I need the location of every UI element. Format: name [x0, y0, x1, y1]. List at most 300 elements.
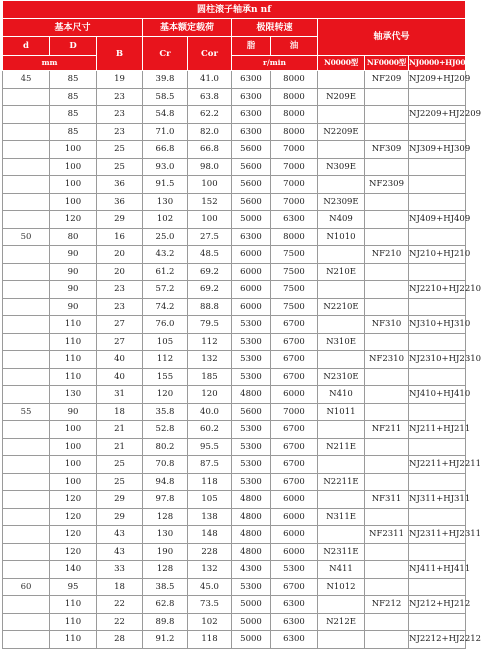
header-col-n-type: N0000型 — [318, 56, 365, 71]
table-row — [3, 88, 466, 106]
cell-col-B: 40 — [97, 368, 143, 386]
cell-col-B: 18 — [97, 578, 143, 596]
cell-col-Cr: 130 — [143, 193, 188, 211]
cell-col-B: 19 — [97, 71, 143, 89]
header-col-Cor: Cor — [188, 37, 232, 71]
cell-col-d — [3, 456, 50, 474]
cell-col-grease: 4800 — [232, 491, 271, 509]
cell-col-Cr: 130 — [143, 526, 188, 544]
cell-col-grease: 6300 — [232, 106, 271, 124]
cell-col-nf-code — [365, 298, 409, 316]
cell-col-D: 100 — [50, 473, 97, 491]
cell-col-Cr: 93.0 — [143, 158, 188, 176]
cell-col-n-code — [318, 631, 365, 649]
cell-col-D: 110 — [50, 351, 97, 369]
cell-col-D: 110 — [50, 333, 97, 351]
cell-col-Cr: 61.2 — [143, 263, 188, 281]
cell-col-grease: 6300 — [232, 88, 271, 106]
cell-col-B: 20 — [97, 246, 143, 264]
cell-col-n-code: N1010 — [318, 228, 365, 246]
cell-col-d: 45 — [3, 71, 50, 89]
table-row — [3, 281, 466, 299]
cell-col-nf-code — [365, 578, 409, 596]
cell-col-nj-hj-code — [409, 333, 466, 351]
cell-col-oil: 6300 — [271, 211, 318, 229]
cell-col-nj-hj-code — [409, 298, 466, 316]
cell-col-D: 100 — [50, 141, 97, 159]
cell-col-Cor: 60.2 — [188, 421, 232, 439]
cell-col-nf-code — [365, 403, 409, 421]
cell-col-nf-code — [365, 333, 409, 351]
cell-col-B: 21 — [97, 421, 143, 439]
cell-col-n-code: N2311E — [318, 543, 365, 561]
cell-col-B: 27 — [97, 316, 143, 334]
cell-col-grease: 6300 — [232, 71, 271, 89]
cell-col-n-code: N411 — [318, 561, 365, 579]
cell-col-n-code — [318, 106, 365, 124]
cell-col-oil: 6700 — [271, 438, 318, 456]
cell-col-nf-code: NF209 — [365, 71, 409, 89]
cell-col-oil: 6000 — [271, 543, 318, 561]
cell-col-nj-hj-code — [409, 176, 466, 194]
cell-col-grease: 5600 — [232, 403, 271, 421]
table-row — [3, 631, 466, 649]
cell-col-D: 90 — [50, 281, 97, 299]
cell-col-nf-code — [365, 561, 409, 579]
cell-col-n-code: N2209E — [318, 123, 365, 141]
cell-col-grease: 5000 — [232, 211, 271, 229]
header-col-B: B — [97, 37, 143, 71]
cell-col-nj-hj-code — [409, 578, 466, 596]
cell-col-Cor: 228 — [188, 543, 232, 561]
table-row — [3, 123, 466, 141]
cell-col-n-code: N2310E — [318, 368, 365, 386]
cell-col-Cr: 38.5 — [143, 578, 188, 596]
table-row — [3, 351, 466, 369]
cell-col-nf-code — [365, 88, 409, 106]
table-row — [3, 526, 466, 544]
header-col-grease: 脂 — [232, 37, 271, 56]
cell-col-Cor: 87.5 — [188, 456, 232, 474]
cell-col-nf-code: NF309 — [365, 141, 409, 159]
cell-col-grease: 5600 — [232, 176, 271, 194]
cell-col-oil: 7500 — [271, 298, 318, 316]
cell-col-nj-hj-code — [409, 123, 466, 141]
cell-col-nj-hj-code — [409, 613, 466, 631]
cell-col-d: 50 — [3, 228, 50, 246]
cell-col-n-code — [318, 246, 365, 264]
cell-col-grease: 5000 — [232, 613, 271, 631]
cell-col-grease: 6000 — [232, 298, 271, 316]
cell-col-oil: 7000 — [271, 158, 318, 176]
cell-col-nf-code — [365, 631, 409, 649]
cell-col-oil: 7500 — [271, 263, 318, 281]
cell-col-Cr: 91.2 — [143, 631, 188, 649]
cell-col-n-code: N210E — [318, 263, 365, 281]
cell-col-oil: 7000 — [271, 176, 318, 194]
cell-col-Cor: 88.8 — [188, 298, 232, 316]
bearing-table-container — [2, 0, 483, 649]
cell-col-grease: 6000 — [232, 246, 271, 264]
cell-col-B: 25 — [97, 456, 143, 474]
table-row — [3, 456, 466, 474]
cell-col-oil: 7000 — [271, 141, 318, 159]
cell-col-nf-code: NF2309 — [365, 176, 409, 194]
cell-col-Cr: 39.8 — [143, 71, 188, 89]
cell-col-B: 36 — [97, 193, 143, 211]
cell-col-nf-code — [365, 123, 409, 141]
table-row — [3, 543, 466, 561]
cell-col-n-code — [318, 141, 365, 159]
cell-col-n-code: N212E — [318, 613, 365, 631]
bearing-spec-table — [2, 0, 483, 649]
cell-col-oil: 6300 — [271, 631, 318, 649]
cell-col-D: 100 — [50, 438, 97, 456]
cell-col-grease: 5300 — [232, 316, 271, 334]
cell-col-oil: 8000 — [271, 228, 318, 246]
cell-col-nf-code: NF2311 — [365, 526, 409, 544]
cell-col-grease: 4800 — [232, 508, 271, 526]
cell-col-Cr: 70.8 — [143, 456, 188, 474]
table-row — [3, 211, 466, 229]
cell-col-B: 36 — [97, 176, 143, 194]
cell-col-n-code — [318, 281, 365, 299]
cell-col-oil: 8000 — [271, 88, 318, 106]
header-group-load-rating: 基本额定载荷 — [143, 19, 232, 37]
header-group-bearing-code: 轴承代号 — [318, 19, 466, 56]
cell-col-Cor: 100 — [188, 211, 232, 229]
cell-col-grease: 5600 — [232, 193, 271, 211]
cell-col-oil: 6700 — [271, 456, 318, 474]
table-row — [3, 596, 466, 614]
table-row — [3, 508, 466, 526]
cell-col-nj-hj-code — [409, 228, 466, 246]
cell-col-d — [3, 473, 50, 491]
cell-col-grease: 6000 — [232, 281, 271, 299]
cell-col-D: 100 — [50, 158, 97, 176]
cell-col-D: 100 — [50, 421, 97, 439]
cell-col-nj-hj-code: NJ2209+HJ2209 — [409, 106, 466, 124]
table-row — [3, 333, 466, 351]
cell-col-Cr: 105 — [143, 333, 188, 351]
cell-col-Cor: 79.5 — [188, 316, 232, 334]
cell-col-Cor: 41.0 — [188, 71, 232, 89]
cell-col-Cor: 132 — [188, 351, 232, 369]
cell-col-B: 20 — [97, 263, 143, 281]
cell-col-B: 23 — [97, 123, 143, 141]
cell-col-d — [3, 631, 50, 649]
cell-col-n-code: N1011 — [318, 403, 365, 421]
cell-col-n-code: N2210E — [318, 298, 365, 316]
cell-col-Cr: 80.2 — [143, 438, 188, 456]
cell-col-nj-hj-code — [409, 403, 466, 421]
cell-col-nf-code — [365, 613, 409, 631]
cell-col-Cor: 66.8 — [188, 141, 232, 159]
cell-col-d — [3, 613, 50, 631]
cell-col-D: 90 — [50, 246, 97, 264]
cell-col-oil: 6300 — [271, 613, 318, 631]
cell-col-D: 120 — [50, 526, 97, 544]
cell-col-Cr: 43.2 — [143, 246, 188, 264]
cell-col-D: 90 — [50, 298, 97, 316]
cell-col-B: 25 — [97, 141, 143, 159]
cell-col-oil: 5300 — [271, 561, 318, 579]
cell-col-d — [3, 176, 50, 194]
header-unit-rpm: r/min — [232, 56, 318, 71]
cell-col-Cr: 102 — [143, 211, 188, 229]
cell-col-oil: 6700 — [271, 316, 318, 334]
cell-col-nj-hj-code — [409, 263, 466, 281]
cell-col-Cr: 89.8 — [143, 613, 188, 631]
cell-col-Cor: 95.5 — [188, 438, 232, 456]
cell-col-d: 60 — [3, 578, 50, 596]
cell-col-d — [3, 386, 50, 404]
cell-col-nf-code — [365, 386, 409, 404]
cell-col-Cor: 45.0 — [188, 578, 232, 596]
cell-col-nf-code — [365, 508, 409, 526]
cell-col-B: 33 — [97, 561, 143, 579]
cell-col-nj-hj-code: NJ209+HJ209 — [409, 71, 466, 89]
cell-col-Cr: 71.0 — [143, 123, 188, 141]
cell-col-d — [3, 298, 50, 316]
cell-col-grease: 5000 — [232, 596, 271, 614]
cell-col-nf-code — [365, 193, 409, 211]
cell-col-oil: 6700 — [271, 473, 318, 491]
cell-col-d — [3, 211, 50, 229]
cell-col-Cor: 118 — [188, 631, 232, 649]
cell-col-nf-code — [365, 368, 409, 386]
cell-col-Cr: 120 — [143, 386, 188, 404]
cell-col-nf-code — [365, 456, 409, 474]
cell-col-D: 120 — [50, 508, 97, 526]
cell-col-grease: 6300 — [232, 123, 271, 141]
cell-col-B: 22 — [97, 613, 143, 631]
cell-col-B: 23 — [97, 88, 143, 106]
cell-col-D: 100 — [50, 456, 97, 474]
cell-col-n-code: N209E — [318, 88, 365, 106]
cell-col-d — [3, 158, 50, 176]
cell-col-grease: 6300 — [232, 228, 271, 246]
cell-col-D: 120 — [50, 211, 97, 229]
cell-col-B: 27 — [97, 333, 143, 351]
cell-col-nj-hj-code: NJ411+HJ411 — [409, 561, 466, 579]
cell-col-d — [3, 106, 50, 124]
cell-col-Cor: 105 — [188, 491, 232, 509]
cell-col-Cr: 76.0 — [143, 316, 188, 334]
cell-col-grease: 5300 — [232, 421, 271, 439]
cell-col-Cr: 97.8 — [143, 491, 188, 509]
cell-col-oil: 7000 — [271, 403, 318, 421]
cell-col-n-code: N309E — [318, 158, 365, 176]
cell-col-Cr: 52.8 — [143, 421, 188, 439]
cell-col-Cor: 27.5 — [188, 228, 232, 246]
cell-col-B: 40 — [97, 351, 143, 369]
cell-col-grease: 5300 — [232, 578, 271, 596]
cell-col-Cr: 74.2 — [143, 298, 188, 316]
cell-col-n-code — [318, 316, 365, 334]
cell-col-Cr: 66.8 — [143, 141, 188, 159]
cell-col-Cor: 138 — [188, 508, 232, 526]
cell-col-B: 43 — [97, 543, 143, 561]
cell-col-D: 85 — [50, 123, 97, 141]
table-row — [3, 141, 466, 159]
header-col-nf-type: NF0000型 — [365, 56, 409, 71]
cell-col-nj-hj-code: NJ211+HJ211 — [409, 421, 466, 439]
table-row — [3, 386, 466, 404]
cell-col-n-code: N410 — [318, 386, 365, 404]
cell-col-nj-hj-code: NJ2212+HJ2212 — [409, 631, 466, 649]
cell-col-D: 85 — [50, 106, 97, 124]
cell-col-d — [3, 526, 50, 544]
cell-col-Cr: 190 — [143, 543, 188, 561]
cell-col-nf-code — [365, 281, 409, 299]
cell-col-Cor: 120 — [188, 386, 232, 404]
cell-col-B: 23 — [97, 106, 143, 124]
cell-col-nj-hj-code — [409, 438, 466, 456]
cell-col-n-code — [318, 351, 365, 369]
cell-col-nj-hj-code: NJ210+HJ210 — [409, 246, 466, 264]
cell-col-D: 120 — [50, 491, 97, 509]
cell-col-Cr: 128 — [143, 561, 188, 579]
cell-col-n-code: N311E — [318, 508, 365, 526]
table-row — [3, 298, 466, 316]
cell-col-d — [3, 123, 50, 141]
cell-col-d — [3, 281, 50, 299]
table-row — [3, 316, 466, 334]
cell-col-n-code — [318, 491, 365, 509]
cell-col-D: 90 — [50, 263, 97, 281]
cell-col-Cor: 48.5 — [188, 246, 232, 264]
cell-col-oil: 7000 — [271, 193, 318, 211]
cell-col-D: 110 — [50, 368, 97, 386]
cell-col-oil: 6700 — [271, 351, 318, 369]
cell-col-nf-code: NF212 — [365, 596, 409, 614]
cell-col-grease: 5300 — [232, 368, 271, 386]
cell-col-d — [3, 263, 50, 281]
cell-col-Cr: 57.2 — [143, 281, 188, 299]
cell-col-B: 29 — [97, 508, 143, 526]
cell-col-nf-code — [365, 543, 409, 561]
cell-col-nj-hj-code: NJ311+HJ311 — [409, 491, 466, 509]
cell-col-grease: 5300 — [232, 438, 271, 456]
cell-col-Cr: 62.8 — [143, 596, 188, 614]
cell-col-grease: 5300 — [232, 473, 271, 491]
cell-col-nj-hj-code: NJ2311+HJ2311 — [409, 526, 466, 544]
cell-col-d — [3, 193, 50, 211]
cell-col-Cor: 100 — [188, 176, 232, 194]
cell-col-B: 43 — [97, 526, 143, 544]
cell-col-grease: 5300 — [232, 456, 271, 474]
cell-col-D: 110 — [50, 596, 97, 614]
cell-col-n-code: N310E — [318, 333, 365, 351]
cell-col-n-code — [318, 596, 365, 614]
cell-col-D: 80 — [50, 228, 97, 246]
cell-col-D: 85 — [50, 71, 97, 89]
cell-col-D: 110 — [50, 631, 97, 649]
cell-col-Cr: 54.8 — [143, 106, 188, 124]
cell-col-Cor: 112 — [188, 333, 232, 351]
cell-col-oil: 6000 — [271, 526, 318, 544]
cell-col-Cor: 62.2 — [188, 106, 232, 124]
table-row — [3, 613, 466, 631]
cell-col-oil: 6000 — [271, 508, 318, 526]
table-row — [3, 71, 466, 89]
cell-col-B: 16 — [97, 228, 143, 246]
cell-col-nf-code — [365, 158, 409, 176]
cell-col-n-code — [318, 456, 365, 474]
cell-col-D: 130 — [50, 386, 97, 404]
table-row — [3, 193, 466, 211]
cell-col-oil: 6700 — [271, 578, 318, 596]
cell-col-D: 85 — [50, 88, 97, 106]
table-row — [3, 263, 466, 281]
cell-col-nf-code: NF211 — [365, 421, 409, 439]
cell-col-nj-hj-code: NJ410+HJ410 — [409, 386, 466, 404]
cell-col-D: 140 — [50, 561, 97, 579]
cell-col-Cor: 152 — [188, 193, 232, 211]
cell-col-oil: 7500 — [271, 246, 318, 264]
cell-col-oil: 6700 — [271, 421, 318, 439]
header-col-oil: 油 — [271, 37, 318, 56]
cell-col-Cor: 118 — [188, 473, 232, 491]
cell-col-nf-code: NF2310 — [365, 351, 409, 369]
cell-col-nf-code — [365, 211, 409, 229]
cell-col-nj-hj-code — [409, 543, 466, 561]
cell-col-d — [3, 491, 50, 509]
cell-col-d — [3, 316, 50, 334]
table-header — [3, 1, 483, 71]
table-row — [3, 491, 466, 509]
cell-col-B: 21 — [97, 438, 143, 456]
cell-col-D: 95 — [50, 578, 97, 596]
cell-col-B: 23 — [97, 298, 143, 316]
cell-col-B: 29 — [97, 491, 143, 509]
cell-col-nf-code — [365, 263, 409, 281]
cell-col-oil: 6000 — [271, 386, 318, 404]
header-col-D: D — [50, 37, 97, 56]
table-row — [3, 421, 466, 439]
cell-col-Cor: 73.5 — [188, 596, 232, 614]
cell-col-B: 25 — [97, 158, 143, 176]
cell-col-nj-hj-code — [409, 158, 466, 176]
table-title: 圆柱滚子轴承n nf — [3, 1, 466, 19]
cell-col-B: 31 — [97, 386, 143, 404]
cell-col-nj-hj-code: NJ309+HJ309 — [409, 141, 466, 159]
cell-col-oil: 6700 — [271, 333, 318, 351]
cell-col-nf-code — [365, 228, 409, 246]
cell-col-grease: 4300 — [232, 561, 271, 579]
header-col-nj-hj-type: NJ0000+HJ0000型 — [409, 56, 466, 71]
cell-col-oil: 8000 — [271, 106, 318, 124]
cell-col-oil: 8000 — [271, 123, 318, 141]
cell-col-n-code — [318, 421, 365, 439]
cell-col-grease: 5600 — [232, 141, 271, 159]
cell-col-Cor: 40.0 — [188, 403, 232, 421]
cell-col-nf-code: NF210 — [365, 246, 409, 264]
cell-col-nj-hj-code — [409, 193, 466, 211]
cell-col-nj-hj-code: NJ212+HJ212 — [409, 596, 466, 614]
cell-col-Cor: 63.8 — [188, 88, 232, 106]
cell-col-d — [3, 438, 50, 456]
header-col-d: d — [3, 37, 50, 56]
cell-col-Cor: 102 — [188, 613, 232, 631]
cell-col-nj-hj-code — [409, 368, 466, 386]
cell-col-n-code: N1012 — [318, 578, 365, 596]
cell-col-grease: 5000 — [232, 631, 271, 649]
cell-col-n-code: N2309E — [318, 193, 365, 211]
cell-col-d: 55 — [3, 403, 50, 421]
cell-col-d — [3, 543, 50, 561]
